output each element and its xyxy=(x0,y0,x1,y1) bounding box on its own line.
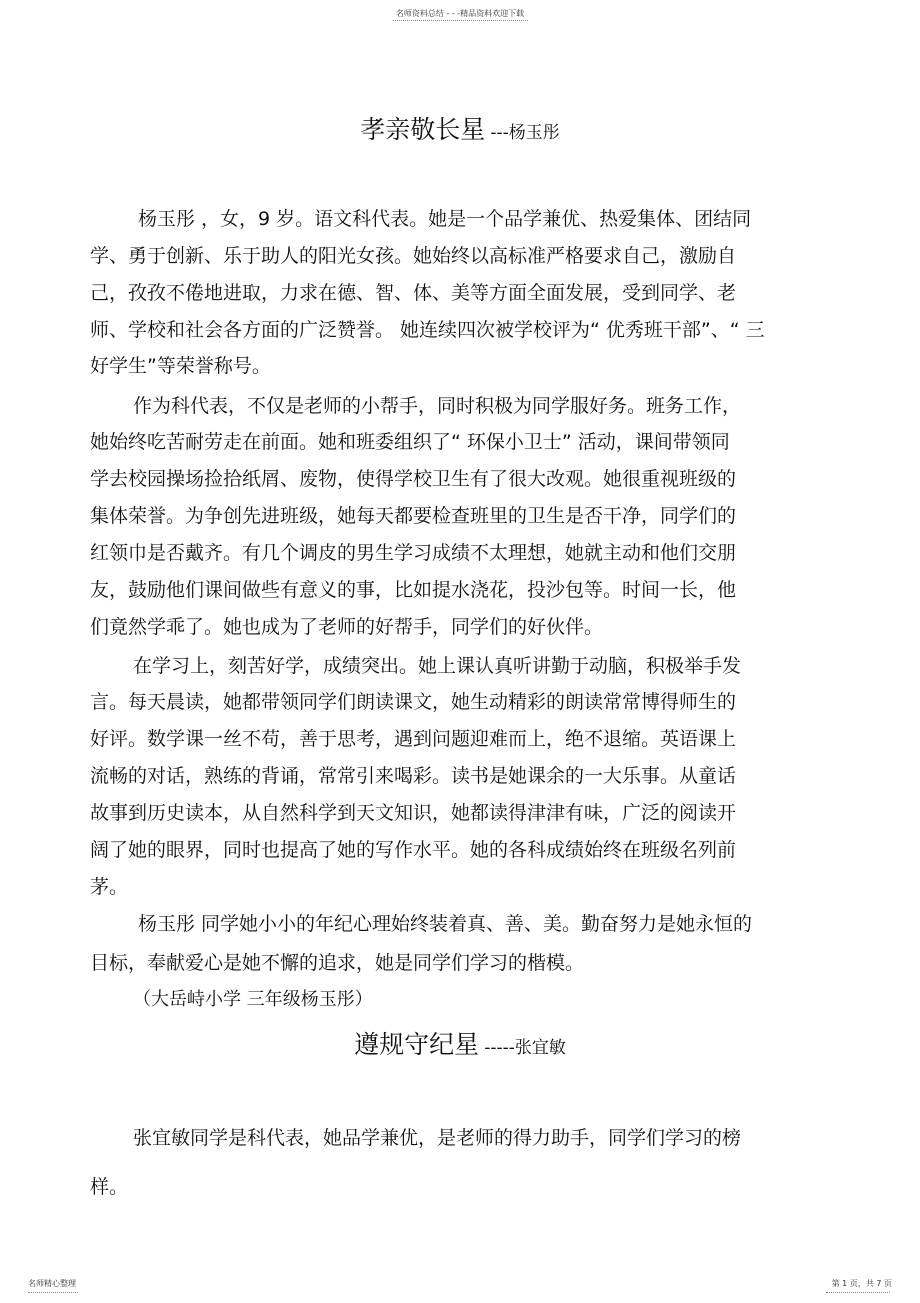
section2-title-main: 遵规守纪星 xyxy=(354,1030,480,1059)
s2-line-2: 样。 xyxy=(90,1176,129,1198)
footer-left: 名师精心整理 xyxy=(28,1279,76,1288)
s2-line-1: 张宜敏同学是科代表，她品学兼优，是老师的得力助手，同学们学习的榜 xyxy=(133,1127,742,1149)
s1-line-5: 好学生”等荣誉称号。 xyxy=(90,355,271,377)
section1-title-main: 孝亲敬长星 xyxy=(360,115,486,144)
s1-line-12: 们竟然学乖了。她也成为了老师的好帮手，同学们的好伙伴。 xyxy=(90,616,604,638)
section2-title xyxy=(0,1025,920,1061)
s1-line-9: 集体荣誉。为争创先进班级，她每天都要检查班里的卫生是否干净，同学们的 xyxy=(90,505,737,527)
page-header: 名师资料总结 - - -精品资料欢迎下载 xyxy=(395,9,525,18)
s1-line-17: 故事到历史读本，从自然科学到天文知识，她都读得津津有味，广泛的阅读开 xyxy=(90,802,737,824)
s1-line-7: 她始终吃苦耐劳走在前面。她和班委组织了“ 环保小卫士” 活动，课间带领同 xyxy=(90,431,730,453)
s1-line-4: 师、学校和社会各方面的广泛赞誉。 她连续四次被学校评为“ 优秀班干部”、“ 三 xyxy=(90,319,765,341)
s1-line-10: 红领巾是否戴齐。有几个调皮的男生学习成绩不太理想，她就主动和他们交朋 xyxy=(90,542,737,564)
s1-line-1: 杨玉彤 ，女，9 岁。语文科代表。她是一个品学兼优、热爱集体、团结同 xyxy=(138,208,752,230)
s1-line-18: 阔了她的眼界，同时也提高了她的写作水平。她的各科成绩始终在班级名列前 xyxy=(90,839,737,861)
section1-title-sub: ---杨玉彤 xyxy=(490,123,560,143)
s1-signature: （大岳峙小学 三年级杨玉彤） xyxy=(133,989,373,1010)
s1-line-11: 友，鼓励他们课间做些有意义的事，比如提水浇花，投沙包等。时间一长，他 xyxy=(90,579,737,601)
s1-line-20: 杨玉彤 同学她小小的年纪心理始终装着真、善、美。勤奋努力是她永恒的 xyxy=(138,913,753,935)
s1-line-6: 作为科代表，不仅是老师的小帮手，同时积极为同学服好务。班务工作， xyxy=(133,395,742,417)
footer-divider-right xyxy=(826,1292,890,1293)
section2-title-sub: -----张宜敏 xyxy=(484,1038,566,1058)
s1-line-2: 学、勇于创新、乐于助人的阳光女孩。她始终以高标准严格要求自己，激励自 xyxy=(90,245,737,267)
s1-line-21: 目标，奉献爱心是她不懈的追求，她是同学们学习的楷模。 xyxy=(90,952,585,974)
section1-title xyxy=(0,110,920,146)
s1-line-13: 在学习上，刻苦好学，成绩突出。她上课认真听讲勤于动脑，积极举手发 xyxy=(133,655,742,677)
footer-divider-left xyxy=(28,1292,78,1293)
s1-line-16: 流畅的对话，熟练的背诵，常常引来喝彩。读书是她课余的一大乐事。从童话 xyxy=(90,765,737,787)
s1-line-14: 言。每天晨读，她都带领同学们朗读课文，她生动精彩的朗读常常博得师生的 xyxy=(90,691,737,713)
page-number: 第 1 页，共 7 页 xyxy=(831,1279,892,1288)
s1-line-3: 己，孜孜不倦地进取，力求在德、智、体、美等方面全面发展，受到同学、老 xyxy=(90,282,737,304)
s1-line-19: 茅。 xyxy=(90,876,129,898)
s1-line-8: 学去校园操场捡拾纸屑、废物，使得学校卫生有了很大改观。她很重视班级的 xyxy=(90,468,737,490)
s1-line-15: 好评。数学课一丝不苟，善于思考，遇到问题迎难而上，绝不退缩。英语课上 xyxy=(90,728,737,750)
header-divider xyxy=(393,20,528,21)
